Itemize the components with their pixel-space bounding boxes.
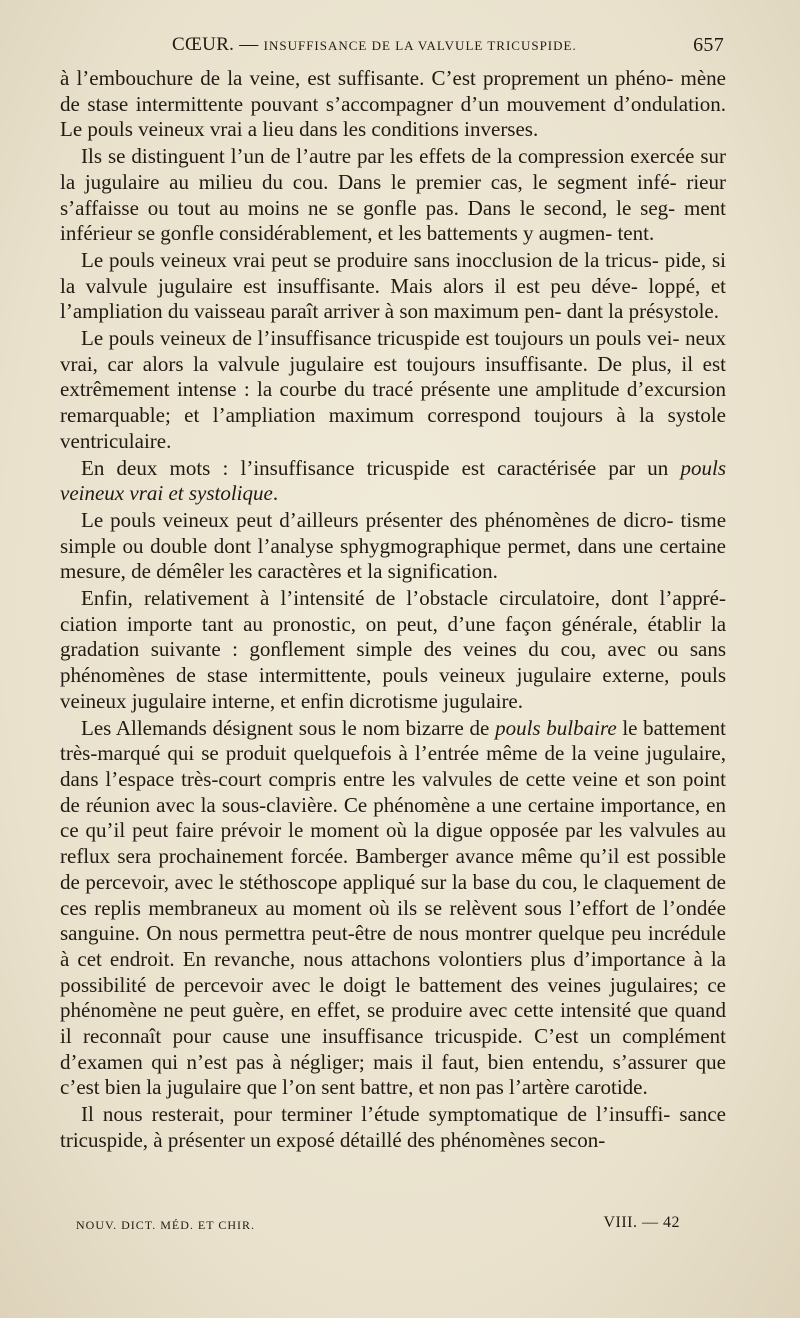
body-text xyxy=(60,66,726,1155)
paragraph xyxy=(60,66,726,143)
footer-volume: VIII. — 42 xyxy=(603,1214,680,1231)
paragraph xyxy=(60,248,726,325)
text-line: sur la jugulaire au milieu du cou. Dans le premier cas, le segment infé- xyxy=(60,144,727,194)
text-line: Ils se distinguent l’un de l’autre par les effets de la compression exercée xyxy=(81,144,695,169)
paragraph xyxy=(60,456,726,507)
text-line: Le pouls veineux peut d’ailleurs présenter des phénomènes de dicro- xyxy=(81,507,674,532)
paragraph xyxy=(60,1102,726,1153)
italic-term: pouls veineux vrai et systolique xyxy=(60,455,726,506)
text-line: Le pouls veineux de l’insuffisance tricuspide est toujours un pouls vei- xyxy=(81,326,680,351)
text-line: une certaine mesure, de démêler les caractères et la signification. xyxy=(60,533,726,584)
text-line: veineux jugulaire interne, et enfin dicrotisme jugulaire. xyxy=(60,688,524,713)
text-run: En deux mots : l’insuffisance tricuspide est caractérisée par un xyxy=(81,455,681,480)
section-title: INSUFFISANCE DE LA VALVULE TRICUSPIDE. xyxy=(263,38,577,53)
text-line: sance tricuspide, à présenter un exposé détaillé des phénomènes secon- xyxy=(60,1102,726,1152)
italic-term: pouls bulbaire xyxy=(495,715,617,740)
text-line: d’excursion remarquable; et l’ampliation maximum correspond toujours xyxy=(60,377,726,428)
text-line: rieur s’affaisse ou tout au moins ne se gonfle pas. Dans le second, le seg- xyxy=(60,169,726,220)
text-line: Il nous resterait, pour terminer l’étude symptomatique de l’insuffi- xyxy=(81,1102,671,1127)
running-title xyxy=(172,34,577,56)
text-run: le battement très-marqué qui se produit quelquefois à l’entrée même de la veine jugulaire, dans l’espace très-court compris entre les valvules de cette veine et son point de réunion avec la sous-clavière. Ce phénomène a une certaine importance, en ce qu’il peut faire prévoir le moment où la digue opposée par les valvules au reflux sera prochainement forcée. Bamberger avance même qu’il est possible de percevoir, avec le stéthoscope appliqué sur la base du cou, le claquement de ces replis membraneux au moment où ils se relèvent sous l’effort de l’ondée sanguine. On nous permettra peut-être de nous montrer quelque peu incrédule à cet endroit. En revanche, nous attachons volontiers plus d’importance à la possibilité de percevoir avec le doigt le battement des veines jugulaires; ce phénomène ne peut guère, en effet, se produire avec cette intensité que quand il reconnaît pour cause une insuffisance tricuspide. C’est un complément d’examen qui n’est pas à négliger; mais il faut, bien entendu, s’assurer que c’est bien la jugulaire que l’on sent battre, et non pas l’artère carotide. xyxy=(60,715,726,1100)
paragraph xyxy=(60,716,726,1102)
paragraph xyxy=(60,144,726,247)
text-line: tisme simple ou double dont l’analyse sphygmographique permet, dans xyxy=(60,507,727,558)
text-line: Le pouls veineux vrai peut se produire sans inocclusion de la tricus- xyxy=(81,247,659,272)
text-line: neux vrai, car alors la valvule jugulaire est toujours insuffisante. De plus, xyxy=(60,326,726,376)
text-line: d’ondulation. Le pouls veineux vrai a lieu dans les conditions inverses. xyxy=(60,91,726,142)
text-line: mène de stase intermittente pouvant s’accompagner d’un mouvement xyxy=(60,66,727,116)
page-footer xyxy=(76,1216,680,1236)
text-line: tent. xyxy=(617,221,655,246)
text-line: phénomènes de stase intermittente, pouls veineux jugulaire externe, pouls xyxy=(60,663,726,688)
paragraph xyxy=(60,586,726,715)
text-run: Les Allemands désignent sous le nom bizarre de xyxy=(81,715,496,740)
running-header xyxy=(172,34,724,58)
footer-signature: NOUV. DICT. MÉD. ET CHIR. xyxy=(76,1218,256,1232)
page-number: 657 xyxy=(693,34,724,56)
text-line: dant la présystole. xyxy=(566,299,719,324)
header-separator: — xyxy=(234,34,264,55)
text-line: Enfin, relativement à l’intensité de l’obstacle circulatoire, dont l’appré- xyxy=(81,586,726,611)
text-line: loppé, et l’ampliation du vaisseau paraît arriver à son maximum pen- xyxy=(60,273,726,324)
text-line: ciation importe tant au pronostic, on peut, d’une façon générale, établir xyxy=(60,611,702,636)
text-line: pide, si la valvule jugulaire est insuffisante. Mais alors il est peu déve- xyxy=(60,247,727,298)
paragraph xyxy=(60,326,726,455)
text-line: à la systole ventriculaire. xyxy=(60,403,726,453)
paragraph xyxy=(60,508,726,585)
text-line: il est extrêmement intense : la courbe du tracé présente une amplitude xyxy=(60,351,726,402)
text-line: à l’embouchure de la veine, est suffisante. C’est proprement un phéno- xyxy=(60,66,674,90)
text-line: ment inférieur se gonfle considérablement, et les battements y augmen- xyxy=(60,195,726,246)
chapter-name: CŒUR. xyxy=(172,34,235,55)
text-run: . xyxy=(272,481,279,506)
text-line: la gradation suivante : gonflement simple des veines du cou, avec ou sans xyxy=(60,611,727,662)
